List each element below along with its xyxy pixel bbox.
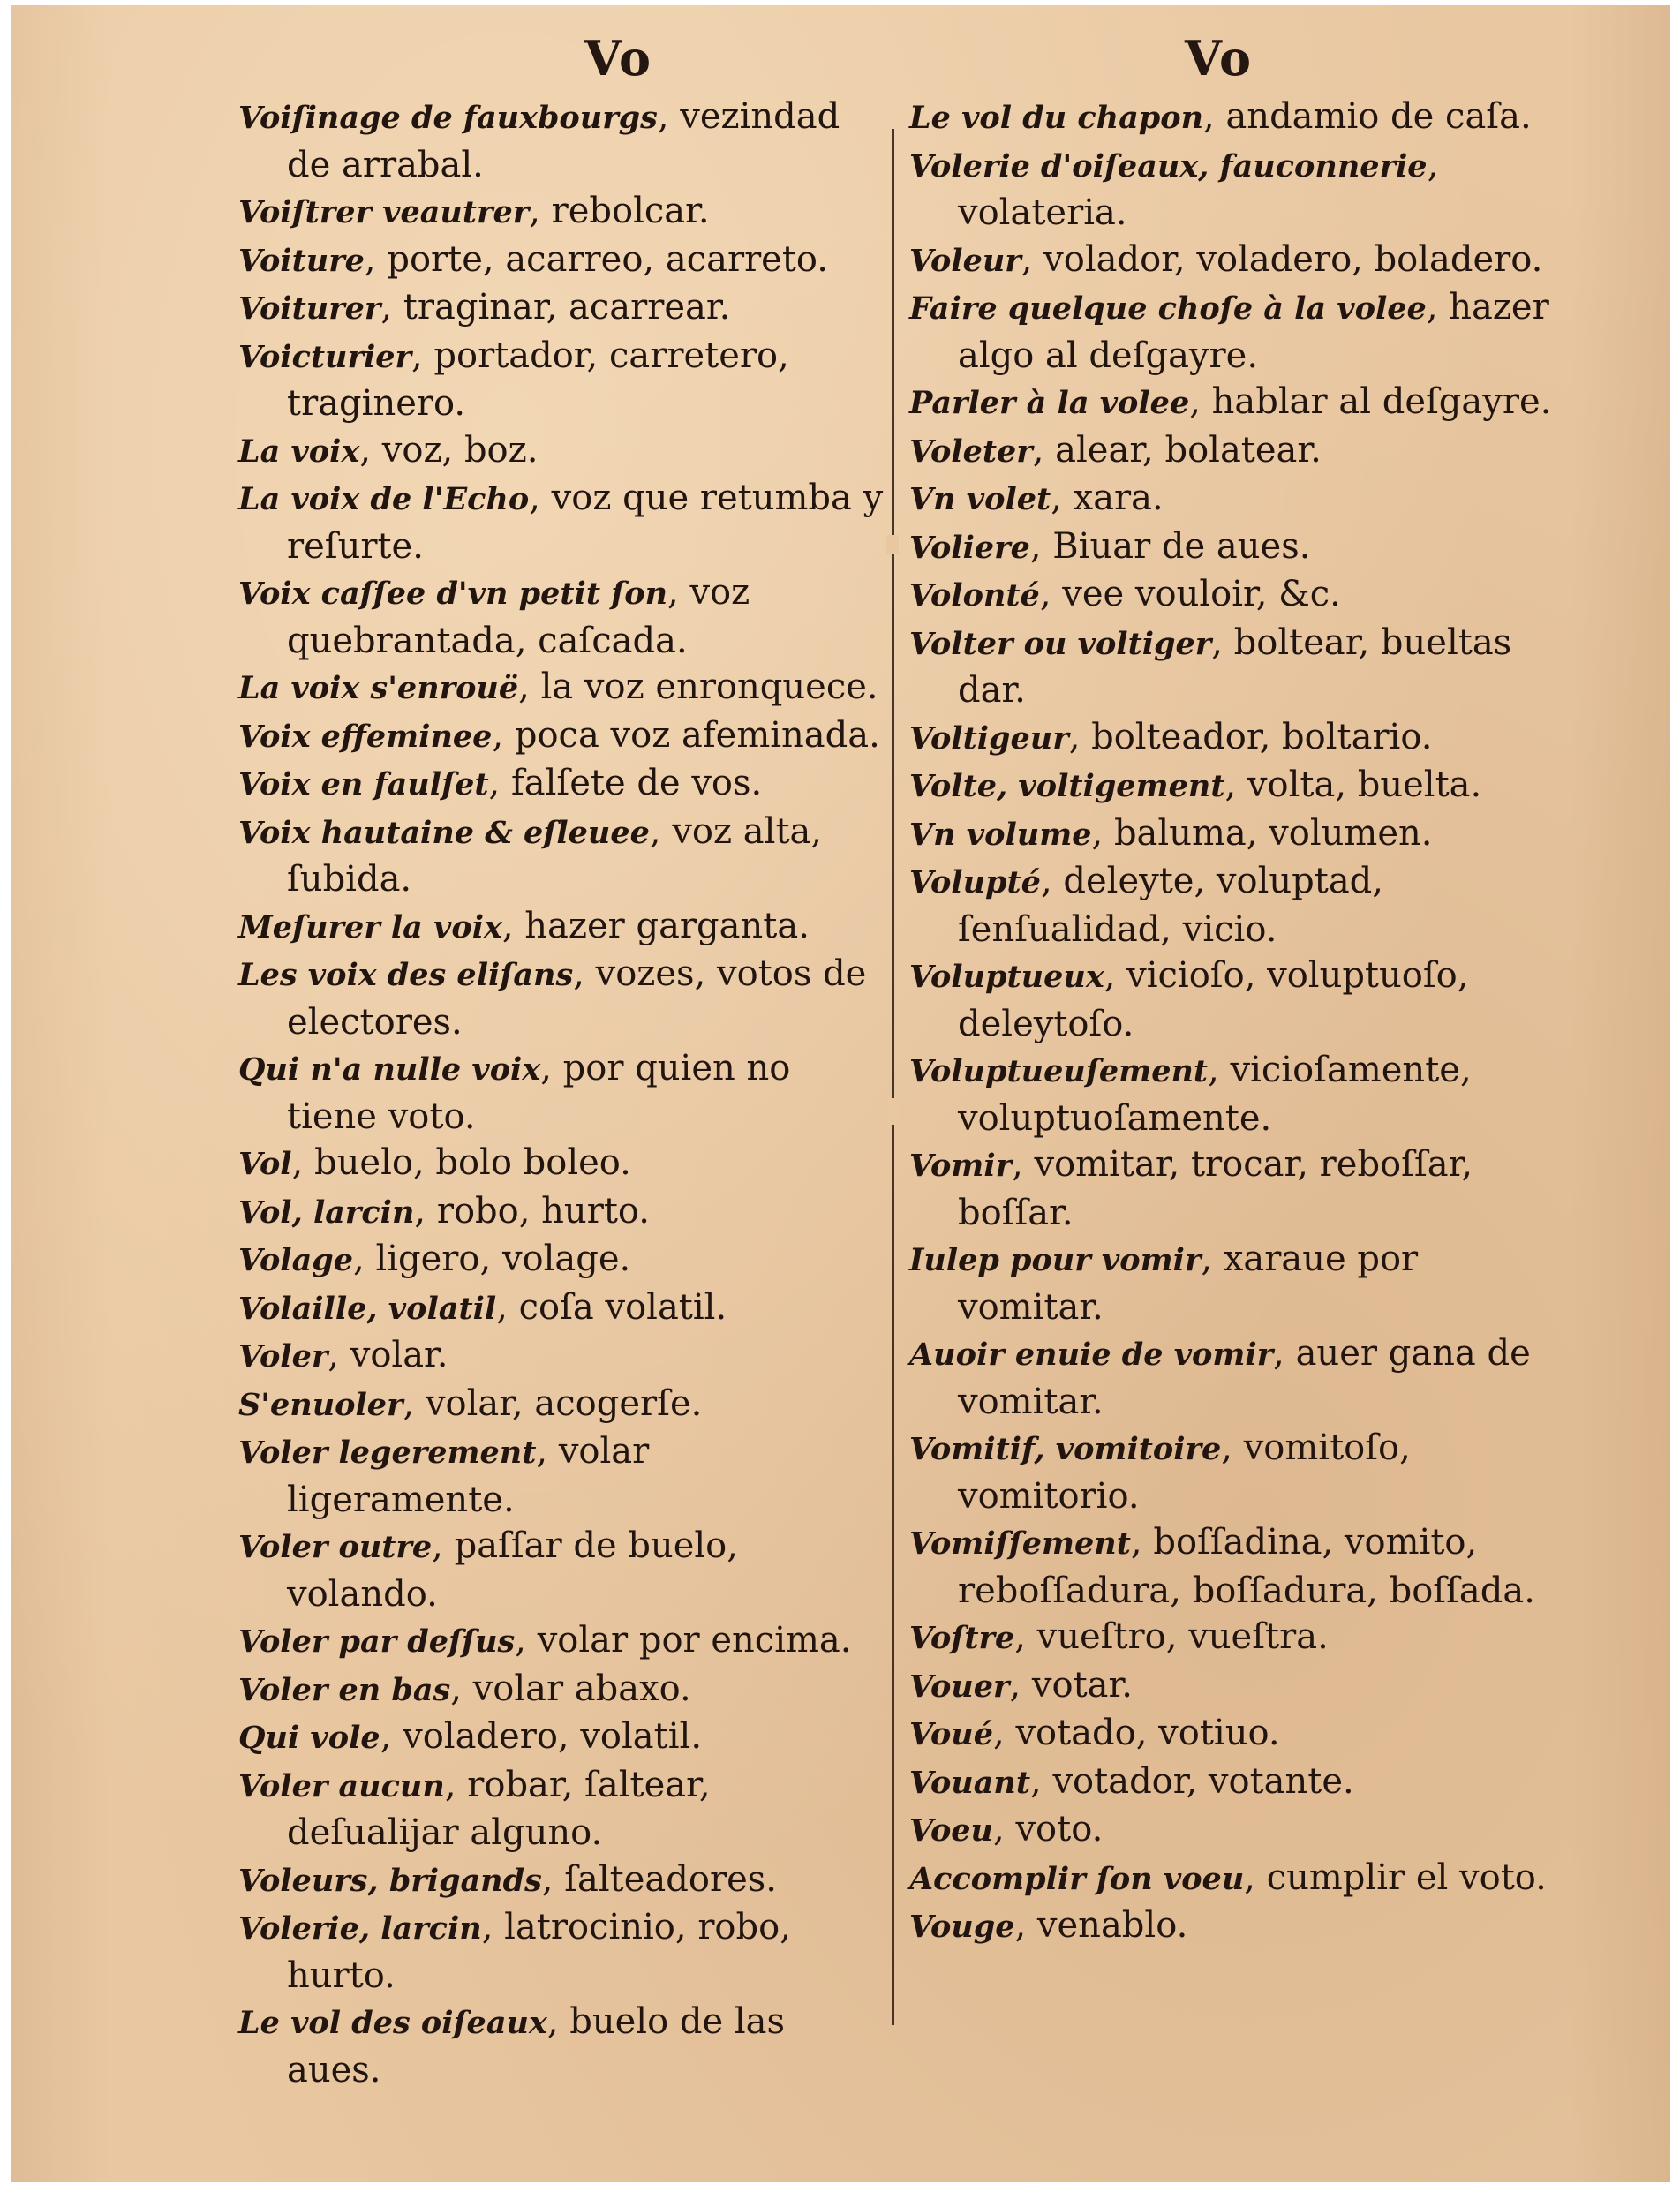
spanish-gloss: , poca voz afeminada. (492, 714, 880, 756)
french-term: Volerie, larcin (238, 1910, 482, 1947)
french-term: S'enuoler (238, 1386, 403, 1423)
spanish-gloss: , votar. (1009, 1664, 1133, 1706)
spanish-gloss: , volateria. (958, 144, 1439, 233)
french-term: Voler par deſſus (238, 1623, 516, 1660)
french-term: Voiſtrer veautrer (238, 194, 530, 230)
spanish-gloss: , venablo. (1014, 1905, 1188, 1946)
column-divider-gap (886, 535, 899, 554)
spanish-gloss: , voto. (993, 1809, 1104, 1849)
dictionary-entry (909, 858, 1558, 953)
spanish-gloss: , voz que retumba y reſurte. (287, 478, 884, 567)
french-term: Vomir (909, 1148, 1013, 1184)
spanish-gloss: , vueſtro, vueſtra. (1014, 1616, 1329, 1657)
french-term: Voix en faulſet (238, 766, 489, 802)
french-term: Accomplir ſon voeu (909, 1860, 1245, 1897)
french-term: Vol (238, 1146, 292, 1182)
french-term: Voiturer (238, 290, 381, 327)
dictionary-entry (238, 664, 887, 712)
dictionary-entry (238, 569, 887, 664)
spanish-gloss: , volar ligeramente. (287, 1431, 650, 1520)
spanish-gloss: , hazer algo al deſgayre. (958, 287, 1549, 376)
french-term: Vouant (909, 1764, 1031, 1801)
french-term: Volonté (909, 577, 1040, 614)
dictionary-entry (909, 94, 1558, 142)
french-term: Voleurs, brigands (238, 1862, 542, 1899)
spanish-gloss: , vozes, votos de electores. (287, 953, 867, 1043)
spanish-gloss: , votado, votiuo. (993, 1713, 1280, 1753)
dictionary-entry (238, 237, 887, 285)
french-term: Voſtre (909, 1620, 1015, 1656)
dictionary-entry (238, 284, 887, 333)
dictionary-entry (238, 1617, 887, 1666)
french-term: Auoir enuie de vomir (909, 1337, 1274, 1373)
dictionary-entry (238, 427, 887, 476)
dictionary-entry (909, 1662, 1558, 1711)
french-term: Volte, voltigement (909, 768, 1225, 804)
dictionary-entry (909, 237, 1558, 285)
spanish-gloss: , buelo de las aues. (287, 2001, 786, 2090)
french-term: Volerie d'oiſeaux, fauconnerie (909, 147, 1428, 185)
dictionary-entry (238, 333, 887, 427)
spanish-gloss: , baluma, volumen. (1091, 812, 1433, 854)
french-term: Voix effeminee (238, 718, 493, 755)
spanish-gloss: , auer gana de vomitar. (958, 1333, 1531, 1422)
spanish-gloss: , rebolcar. (529, 191, 710, 231)
dictionary-entry (909, 1330, 1558, 1425)
spanish-gloss: , andamio de caſa. (1203, 96, 1532, 137)
french-term: Voicturier (238, 338, 411, 375)
spanish-gloss: , latrocinio, robo, hurto. (287, 1907, 791, 1996)
spanish-gloss: , robo, hurto. (414, 1190, 650, 1232)
spanish-gloss: , vicioſo, voluptuoſo, deleytoſo. (958, 955, 1469, 1044)
dictionary-entry (238, 1188, 887, 1237)
spanish-gloss: , volar, acogerſe. (403, 1382, 703, 1424)
spanish-gloss: , volar abaxo. (450, 1668, 691, 1709)
dictionary-entry (238, 1428, 887, 1523)
spanish-gloss: , volador, voladero, boladero. (1021, 238, 1543, 280)
dictionary-entry (909, 427, 1558, 476)
french-term: Volter ou voltiger (909, 625, 1212, 662)
french-term: Vn volume (909, 816, 1092, 853)
spanish-gloss: , paſſar de buelo, volando. (287, 1525, 738, 1615)
dictionary-entry (909, 1710, 1558, 1759)
dictionary-entry (238, 475, 887, 569)
dictionary-entry (238, 1714, 887, 1762)
column-divider-gap (886, 1098, 899, 1125)
spanish-gloss: , votador, votante. (1030, 1760, 1354, 1802)
running-head-left: Vo (584, 30, 652, 87)
spanish-gloss: , la voz enronquece. (518, 667, 878, 707)
french-term: Voler outre (238, 1529, 433, 1565)
french-term: Vol, larcin (238, 1194, 415, 1231)
french-term: Parler à la volee (909, 385, 1190, 421)
dictionary-entry (909, 1047, 1558, 1141)
spanish-gloss: , alear, bolatear. (1032, 429, 1322, 471)
dictionary-entry (238, 712, 887, 761)
french-term: Volage (238, 1242, 354, 1278)
french-term: Le vol des oiſeaux (238, 2005, 547, 2041)
spanish-gloss: , voladero, volatil. (380, 1716, 703, 1757)
spanish-gloss: , ligero, volage. (353, 1239, 631, 1279)
dictionary-entry (909, 620, 1558, 714)
dictionary-entry (238, 1284, 887, 1333)
spanish-gloss: , hablar al deſgayre. (1189, 381, 1552, 422)
french-term: Vn volet (909, 481, 1051, 517)
spanish-gloss: , falſete de vos. (488, 763, 763, 803)
french-term: Vouge (909, 1909, 1015, 1945)
french-term: Les voix des eliſans (238, 957, 574, 993)
spanish-gloss: , volar por encima. (515, 1620, 852, 1661)
french-term: Voiture (238, 242, 365, 279)
french-term: Faire quelque choſe à la volee (909, 290, 1427, 327)
column-divider (892, 129, 894, 2025)
book-page (11, 5, 1670, 2182)
dictionary-entry (238, 1140, 887, 1188)
spanish-gloss: , portador, carretero, traginero. (287, 335, 789, 424)
spanish-gloss: , bolteador, boltario. (1068, 716, 1433, 757)
spanish-gloss: , xara. (1051, 478, 1164, 518)
french-term: Voler aucun (238, 1767, 445, 1804)
french-term: Meſurer la voix (238, 908, 502, 945)
dictionary-entry (238, 1904, 887, 1999)
dictionary-entry (909, 1902, 1558, 1951)
spanish-gloss: , Biuar de aues. (1029, 525, 1311, 567)
dictionary-entry (909, 1855, 1558, 1903)
spanish-gloss: , hazer garganta. (501, 905, 810, 946)
french-term: Voliere (909, 529, 1030, 566)
dictionary-entry (238, 1332, 887, 1381)
spanish-gloss: , xaraue por vomitar. (958, 1239, 1419, 1328)
spanish-gloss: , traginar, acarrear. (380, 287, 731, 328)
spanish-gloss: , boſſadina, vomito, reboſſadura, boſſadura, boſſada. (958, 1522, 1535, 1611)
dictionary-entry (909, 1425, 1558, 1519)
dictionary-entry (909, 1519, 1558, 1614)
dictionary-entry (909, 524, 1558, 572)
spanish-gloss: , vezindad de arrabal. (287, 96, 840, 185)
french-term: Le vol du chapon (909, 100, 1204, 136)
spanish-gloss: , boltear, bueltas dar. (958, 621, 1512, 711)
dictionary-entry (238, 1857, 887, 1905)
spanish-gloss: , coſa volatil. (496, 1286, 727, 1328)
french-term: Volaille, volatil (238, 1290, 497, 1327)
spanish-gloss: , cumplir el voto. (1244, 1857, 1547, 1898)
french-term: Qui n'a nulle voix (238, 1051, 541, 1088)
french-term: Voiſinage de fauxbourgs (238, 100, 658, 136)
spanish-gloss: , deleyte, voluptad, ſenſualidad, vicio. (958, 861, 1383, 950)
dictionary-entry (238, 1381, 887, 1429)
dictionary-entry (238, 188, 887, 237)
spanish-gloss: , vee vouloir, &c. (1039, 574, 1341, 614)
left-column (238, 94, 887, 2093)
dictionary-entry (909, 762, 1558, 810)
spanish-gloss: , voz alta, ſubida. (287, 810, 823, 900)
right-column (909, 94, 1558, 1951)
dictionary-entry (909, 1141, 1558, 1236)
spanish-gloss: , porte, acarreo, acarreto. (364, 238, 829, 280)
french-term: Iulep pour vomir (909, 1242, 1202, 1278)
dictionary-entry (238, 1523, 887, 1617)
french-term: Voler (238, 1338, 328, 1375)
spanish-gloss: , por quien no tiene voto. (287, 1048, 791, 1137)
dictionary-entry (909, 1614, 1558, 1662)
spanish-gloss: , ſalteadores. (541, 1858, 777, 1900)
french-term: La voix (238, 433, 360, 470)
dictionary-entry (238, 1666, 887, 1714)
running-head-right: Vo (1185, 30, 1253, 87)
french-term: Vouer (909, 1668, 1010, 1705)
spanish-gloss: , volta, buelta. (1224, 765, 1482, 805)
spanish-gloss: , vomitar, trocar, reboſſar, boſſar. (958, 1144, 1473, 1233)
dictionary-entry (909, 1759, 1558, 1807)
french-term: Voltigeur (909, 719, 1069, 757)
french-term: La voix s'enrouë (238, 670, 519, 706)
french-term: Voix caſſee d'vn petit ſon (238, 576, 668, 612)
french-term: Vomiſſement (909, 1525, 1131, 1562)
dictionary-entry (238, 94, 887, 188)
dictionary-entry (909, 810, 1558, 859)
french-term: Voler legerement (238, 1435, 537, 1471)
dictionary-entry (909, 953, 1558, 1047)
dictionary-entry (909, 284, 1558, 379)
dictionary-entry (238, 1999, 887, 2093)
dictionary-entry (909, 714, 1558, 763)
dictionary-entry (238, 903, 887, 952)
dictionary-entry (238, 809, 887, 903)
french-term: Voleur (909, 242, 1021, 279)
dictionary-entry (238, 760, 887, 809)
french-term: Voler en bas (238, 1671, 451, 1708)
dictionary-entry (909, 142, 1558, 237)
spanish-gloss: , vicioſamente, voluptuoſamente. (958, 1050, 1472, 1139)
french-term: Voleter (909, 433, 1033, 470)
dictionary-entry (238, 1236, 887, 1284)
dictionary-entry (909, 475, 1558, 524)
dictionary-entry (909, 1236, 1558, 1330)
french-term: Voix hautaine & eſleuee (238, 814, 650, 851)
spanish-gloss: , voz, boz. (359, 429, 539, 471)
dictionary-entry (238, 1045, 887, 1140)
spanish-gloss: , buelo, bolo boleo. (291, 1142, 631, 1183)
dictionary-entry (909, 571, 1558, 620)
french-term: Voluptueux (909, 959, 1104, 995)
french-term: Voeu (909, 1812, 994, 1849)
french-term: Voué (909, 1716, 994, 1752)
spanish-gloss: , vomitoſo, vomitorio. (958, 1427, 1411, 1517)
dictionary-entry (909, 1806, 1558, 1855)
dictionary-entry (238, 951, 887, 1045)
french-term: La voix de l'Echo (238, 481, 530, 517)
spanish-gloss: , voz quebrantada, caſcada. (287, 572, 750, 661)
french-term: Qui vole (238, 1720, 380, 1756)
dictionary-entry (909, 379, 1558, 427)
spanish-gloss: , volar. (328, 1335, 448, 1375)
french-term: Vomitif, vomitoire (909, 1431, 1222, 1467)
french-term: Volupté (909, 864, 1041, 900)
spanish-gloss: , robar, ſaltear, deſualijar alguno. (287, 1764, 711, 1853)
dictionary-entry (238, 1762, 887, 1857)
french-term: Voluptueuſement (909, 1053, 1209, 1089)
